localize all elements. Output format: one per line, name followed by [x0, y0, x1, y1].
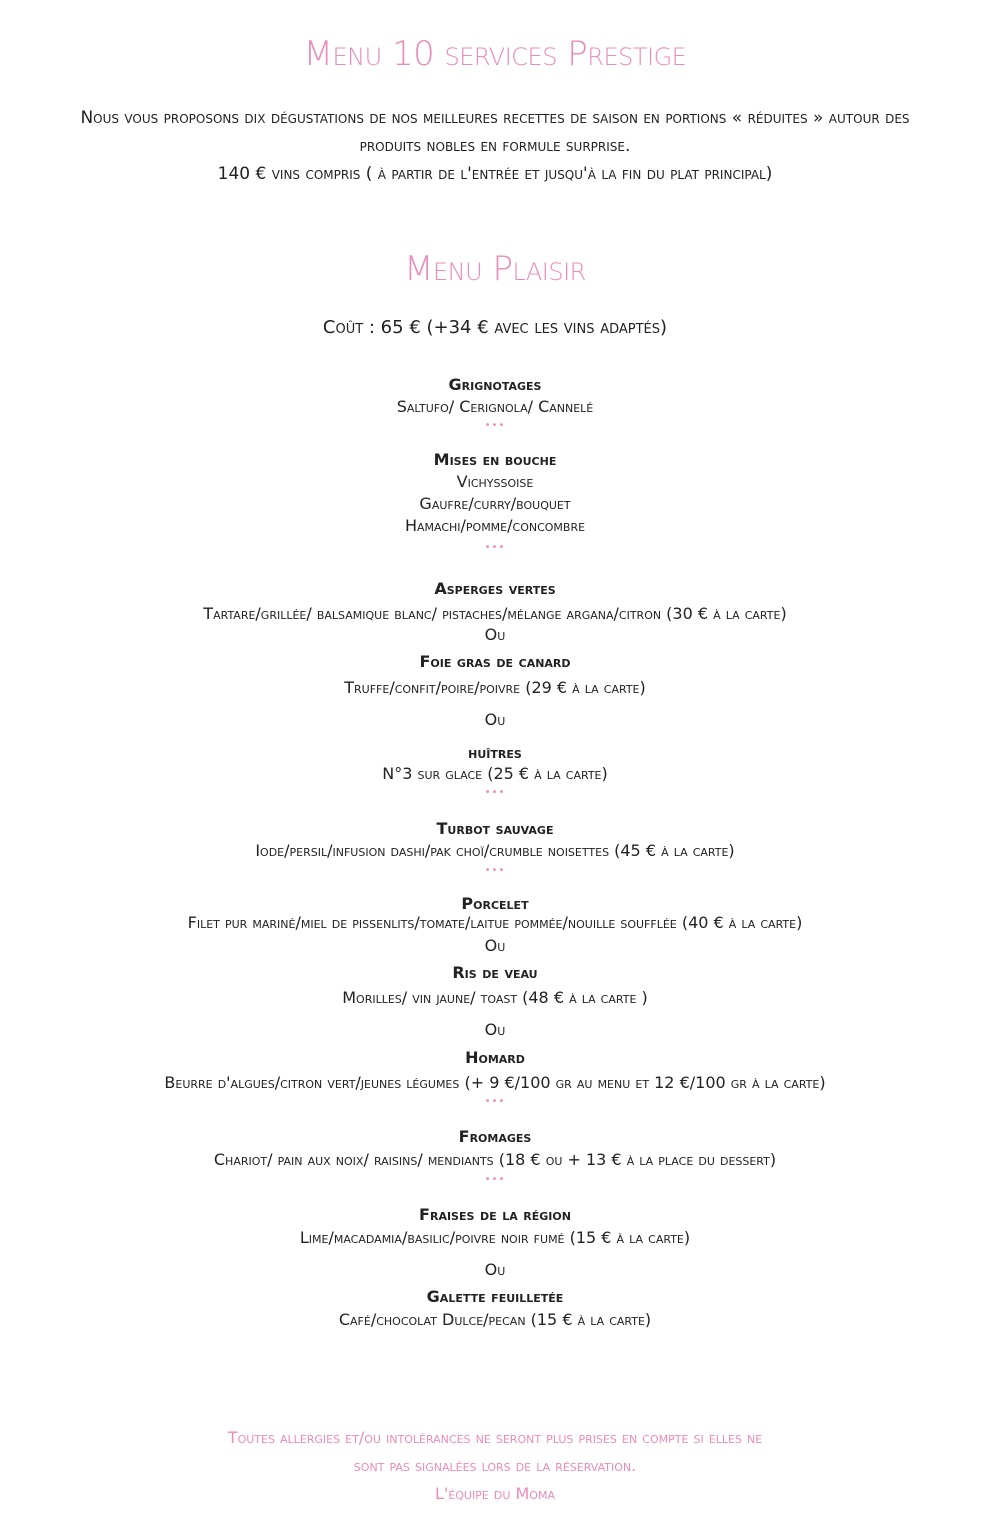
course-heading-fraises: Fraises de la région [419, 1205, 571, 1224]
course-line-grignotages: Saltufo/ Cerignola/ Cannelé [396, 397, 594, 416]
separator-dots: ••• [484, 787, 506, 798]
course-heading-turbot: Turbot sauvage [436, 819, 554, 838]
course-heading-fromages: Fromages [458, 1127, 532, 1146]
course-heading-homard: Homard [465, 1048, 525, 1067]
course-line-porcelet: Filet pur mariné/miel de pissenlits/tomate/laitue pommée/nouille soufflée (40 € à la carte) [187, 913, 803, 932]
course-line-homard: Beurre d'algues/citron vert/jeunes légumes (+ 9 €/100 gr au menu et 12 €/100 gr à la carte) [164, 1073, 826, 1092]
allergy-notice [0, 1424, 990, 1508]
course-heading-mises: Mises en bouche [433, 450, 557, 469]
or-label: Ou [484, 1260, 506, 1279]
allergy-notice-line2: sont pas signalées lors de la réservation. [353, 1456, 637, 1475]
course-heading-asperges: Asperges vertes [434, 579, 556, 598]
course-heading-huitres: huîtres [468, 743, 522, 762]
course-line-mises-1: Vichyssoise [456, 472, 534, 491]
course-line-mises-2: Gaufre/curry/bouquet [419, 494, 571, 513]
prestige-desc-line1: Nous vous proposons dix dégustations de nos meilleures recettes de saison en portions « réduites » autour des [80, 108, 910, 128]
course-heading-foie-gras: Foie gras de canard [419, 652, 571, 671]
separator-dots: ••• [484, 420, 506, 431]
prestige-title: Menu 10 services Prestige [303, 34, 687, 74]
course-heading-porcelet: Porcelet [461, 894, 529, 913]
or-label: Ou [484, 625, 506, 644]
prestige-desc-line2: produits nobles en formule surprise. [359, 136, 631, 156]
separator-dots: ••• [484, 542, 506, 553]
prestige-price: 140 € vins compris ( à partir de l'entrée et jusqu'à la fin du plat principal) [217, 164, 773, 184]
footer-signature: L'équipe du Moma [435, 1484, 555, 1503]
course-line-foie-gras: Truffe/confit/poire/poivre (29 € à la carte) [344, 678, 646, 697]
course-line-galette: Café/chocolat Dulce/pecan (15 € à la carte) [338, 1310, 652, 1329]
separator-dots: ••• [484, 1096, 506, 1107]
course-line-mises-3: Hamachi/pomme/concombre [404, 516, 586, 535]
course-heading-grignotages: Grignotages [448, 375, 542, 394]
plaisir-title: Menu Plaisir [404, 249, 586, 289]
allergy-notice-line1: Toutes allergies et/ou intolérances ne seront plus prises en compte si elles ne [227, 1428, 763, 1447]
separator-dots: ••• [484, 1174, 506, 1185]
plaisir-cost: Coût : 65 € (+34 € avec les vins adaptés) [322, 317, 668, 338]
course-line-asperges: Tartare/grillée/ balsamique blanc/ pistaches/mélange argana/citron (30 € à la carte) [203, 604, 787, 623]
or-label: Ou [484, 1020, 506, 1039]
course-line-turbot: Iode/persil/infusion dashi/pak choï/crumble noisettes (45 € à la carte) [255, 841, 735, 860]
course-line-ris-de-veau: Morilles/ vin jaune/ toast (48 € à la carte ) [342, 988, 648, 1007]
separator-dots: ••• [484, 865, 506, 876]
course-line-huitres: N°3 sur glace (25 € à la carte) [382, 764, 608, 783]
course-heading-ris-de-veau: Ris de veau [452, 963, 538, 982]
or-label: Ou [484, 710, 506, 729]
course-heading-galette: Galette feuilletée [426, 1287, 564, 1306]
course-line-fraises: Lime/macadamia/basilic/poivre noir fumé (15 € à la carte) [299, 1228, 691, 1247]
course-line-fromages: Chariot/ pain aux noix/ raisins/ mendiants (18 € ou + 13 € à la place du dessert) [213, 1150, 777, 1169]
or-label: Ou [484, 936, 506, 955]
prestige-description [0, 104, 990, 188]
